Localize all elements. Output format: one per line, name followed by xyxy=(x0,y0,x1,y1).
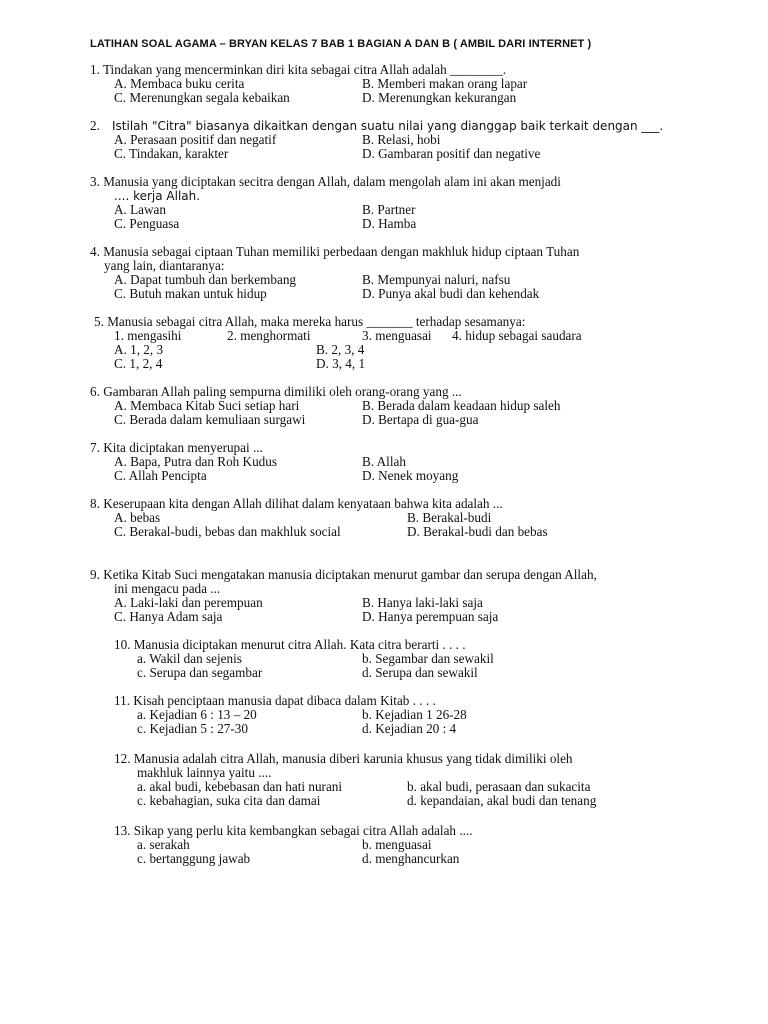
option-d: D. Gambaran positif dan negative xyxy=(362,146,541,161)
option-d: d. kepandaian, akal budi dan tenang xyxy=(407,793,597,808)
option-c: c. bertanggung jawab xyxy=(137,851,251,866)
question-text: 1. Tindakan yang mencerminkan diri kita sebagai citra Allah adalah ________. xyxy=(90,62,507,77)
question-text: 8. Keserupaan kita dengan Allah dilihat dalam kenyataan bahwa kita adalah ... xyxy=(90,496,503,511)
option-c: C. 1, 2, 4 xyxy=(114,356,163,371)
option-b: B. Partner xyxy=(362,202,416,217)
question-text: 7. Kita diciptakan menyerupai ... xyxy=(90,440,263,455)
option-b: B. Berada dalam keadaan hidup saleh xyxy=(362,398,561,413)
option-c: C. Allah Pencipta xyxy=(114,468,207,483)
question-text: 10. Manusia diciptakan menurut citra Allah. Kata citra berarti . . . . xyxy=(114,637,466,652)
statement-1: 1. mengasihi xyxy=(114,328,182,343)
question-text-cont: .... kerja Allah. xyxy=(114,189,201,203)
option-a: A. Membaca buku cerita xyxy=(114,76,245,91)
option-b: B. Hanya laki-laki saja xyxy=(362,595,483,610)
page-title: LATIHAN SOAL AGAMA – BRYAN KELAS 7 BAB 1 BAGIAN A DAN B ( AMBIL DARI INTERNET ) xyxy=(90,38,592,50)
question-text: 11. Kisah penciptaan manusia dapat dibaca dalam Kitab . . . . xyxy=(114,693,436,708)
option-d: D. Punya akal budi dan kehendak xyxy=(362,286,540,301)
option-b: B. Berakal-budi xyxy=(407,510,492,525)
option-a: A. Lawan xyxy=(114,202,166,217)
option-a: A. Membaca Kitab Suci setiap hari xyxy=(114,398,300,413)
question-text-cont: makhluk lainnya yaitu .... xyxy=(137,765,272,780)
option-a: a. Wakil dan sejenis xyxy=(137,651,242,666)
option-d: D. Berakal-budi dan bebas xyxy=(407,524,548,539)
option-c: C. Butuh makan untuk hidup xyxy=(114,286,267,301)
option-b: B. Relasi, hobi xyxy=(362,132,441,147)
question-text-cont: yang lain, diantaranya: xyxy=(104,258,225,273)
option-c: C. Berada dalam kemuliaan surgawi xyxy=(114,412,306,427)
question-text: 12. Manusia adalah citra Allah, manusia diberi karunia khusus yang tidak dimiliki oleh xyxy=(114,751,573,766)
option-c: C. Penguasa xyxy=(114,216,180,231)
option-c: c. kebahagian, suka cita dan damai xyxy=(137,793,321,808)
option-a: A. bebas xyxy=(114,510,161,525)
statement-4: 4. hidup sebagai saudara xyxy=(452,328,582,343)
option-c: C. Hanya Adam saja xyxy=(114,609,223,624)
option-a: a. akal budi, kebebasan dan hati nurani xyxy=(137,779,343,794)
option-a: A. Laki-laki dan perempuan xyxy=(114,595,263,610)
option-d: D. 3, 4, 1 xyxy=(316,356,366,371)
question-number: 2. xyxy=(90,118,100,133)
option-d: d. Kejadian 20 : 4 xyxy=(362,721,457,736)
option-a: a. Kejadian 6 : 13 – 20 xyxy=(137,707,257,722)
option-c: c. Serupa dan segambar xyxy=(137,665,263,680)
option-b: B. Allah xyxy=(362,454,406,469)
option-d: D. Hamba xyxy=(362,216,417,231)
option-a: A. Bapa, Putra dan Roh Kudus xyxy=(114,454,277,469)
question-text: Istilah "Citra" biasanya dikaitkan dengan suatu nilai yang dianggap baik terkait dengan ___. xyxy=(112,119,664,133)
question-text: 13. Sikap yang perlu kita kembangkan sebagai citra Allah adalah .... xyxy=(114,823,473,838)
option-a: a. serakah xyxy=(137,837,190,852)
option-b: B. 2, 3, 4 xyxy=(316,342,365,357)
option-b: B. Memberi makan orang lapar xyxy=(362,76,528,91)
question-text: 6. Gambaran Allah paling sempurna dimiliki oleh orang-orang yang ... xyxy=(90,384,462,399)
option-c: C. Tindakan, karakter xyxy=(114,146,229,161)
option-d: D. Hanya perempuan saja xyxy=(362,609,499,624)
question-text: 9. Ketika Kitab Suci mengatakan manusia diciptakan menurut gambar dan serupa dengan Allah, xyxy=(90,567,597,582)
statement-2: 2. menghormati xyxy=(227,328,311,343)
statement-3: 3. menguasai xyxy=(362,328,432,343)
question-text: 5. Manusia sebagai citra Allah, maka mereka harus _______ terhadap sesamanya: xyxy=(94,314,526,329)
option-d: d. Serupa dan sewakil xyxy=(362,665,478,680)
option-c: C. Merenungkan segala kebaikan xyxy=(114,90,290,105)
option-b: b. akal budi, perasaan dan sukacita xyxy=(407,779,591,794)
option-d: D. Merenungkan kekurangan xyxy=(362,90,517,105)
option-a: A. 1, 2, 3 xyxy=(114,342,164,357)
option-d: D. Bertapa di gua-gua xyxy=(362,412,479,427)
option-c: c. Kejadian 5 : 27-30 xyxy=(137,721,248,736)
question-text-cont: ini mengacu pada ... xyxy=(114,581,221,596)
option-c: C. Berakal-budi, bebas dan makhluk social xyxy=(114,524,341,539)
question-text: 3. Manusia yang diciptakan secitra dengan Allah, dalam mengolah alam ini akan menjadi xyxy=(90,174,561,189)
option-d: D. Nenek moyang xyxy=(362,468,459,483)
option-b: b. Segambar dan sewakil xyxy=(362,651,494,666)
option-a: A. Dapat tumbuh dan berkembang xyxy=(114,272,297,287)
option-b: b. Kejadian 1 26-28 xyxy=(362,707,467,722)
option-a: A. Perasaan positif dan negatif xyxy=(114,132,277,147)
option-b: B. Mempunyai naluri, nafsu xyxy=(362,272,511,287)
question-text: 4. Manusia sebagai ciptaan Tuhan memiliki perbedaan dengan makhluk hidup ciptaan Tuhan xyxy=(90,244,580,259)
option-d: d. menghancurkan xyxy=(362,851,460,866)
option-b: b. menguasai xyxy=(362,837,432,852)
